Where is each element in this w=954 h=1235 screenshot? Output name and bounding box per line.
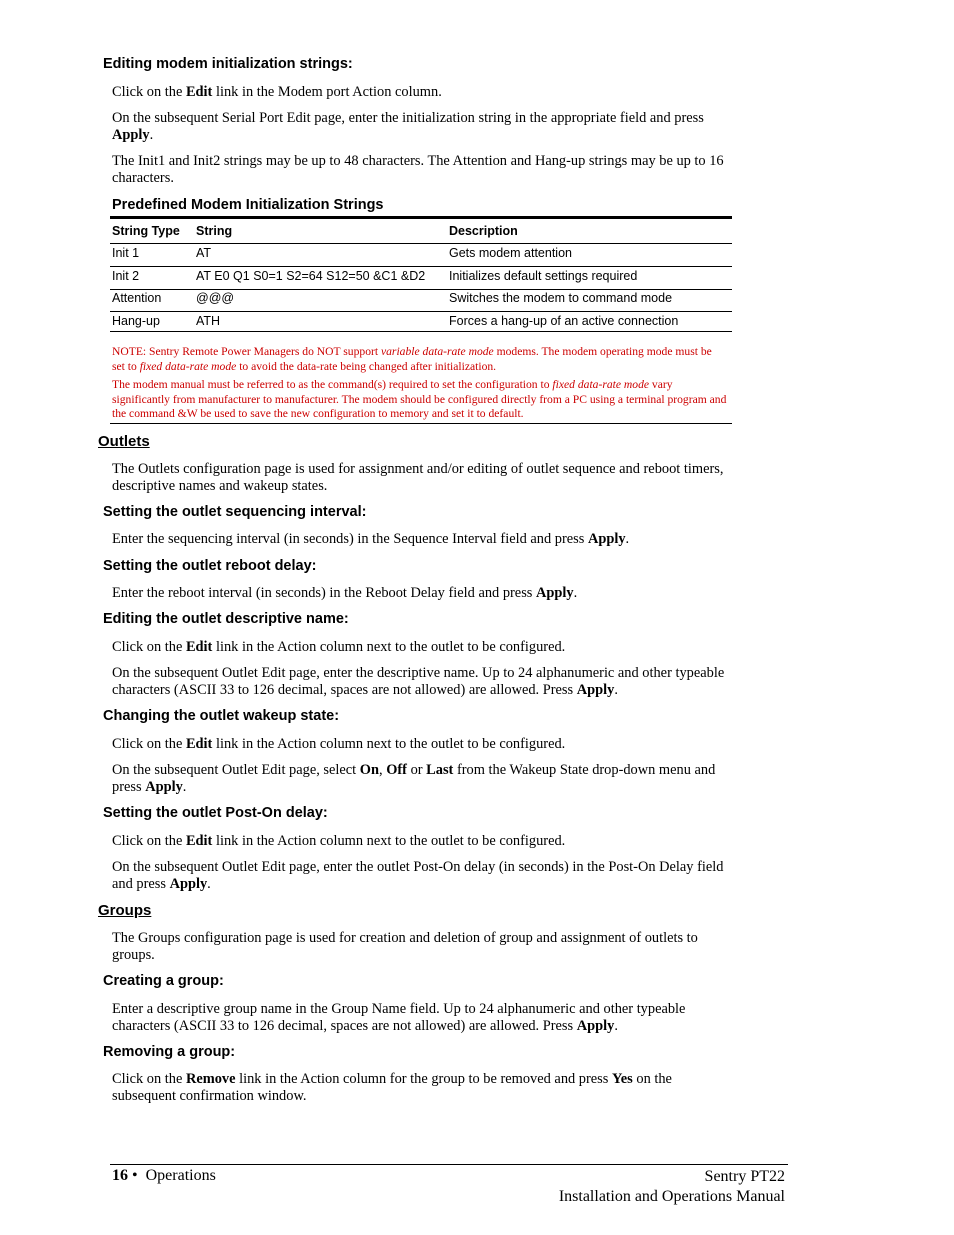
note-text: NOTE: Sentry Remote Power Managers do NOT support variable data-rate mode modems. The modem operating mode must be set to fixed data-rate mode to avoid the data-rate being changed after initialization.	[112, 345, 712, 373]
table-cell: AT E0 Q1 S0=1 S2=64 S12=50 &C1 &D2	[196, 269, 426, 283]
table-cell: Init 1	[112, 246, 140, 260]
paragraph: On the subsequent Outlet Edit page, enter the outlet Post-On delay (in seconds) in the Post-On Delay field and press Apply.	[112, 859, 724, 892]
table-rule	[110, 289, 732, 290]
table-cell: Switches the modem to command mode	[449, 291, 673, 305]
footer-product: Sentry PT22	[704, 1168, 785, 1185]
paragraph: Click on the Edit link in the Action column next to the outlet to be configured.	[112, 833, 566, 849]
table-rule	[110, 266, 732, 267]
table-header-cell: String	[196, 224, 233, 238]
subheading-removing-group: Removing a group:	[103, 1044, 236, 1060]
paragraph: Enter the reboot interval (in seconds) in the Reboot Delay field and press Apply.	[112, 585, 578, 601]
table-rule	[110, 243, 732, 244]
footer-rule	[110, 1164, 788, 1165]
paragraph: Click on the Remove link in the Action column for the group to be removed and press Yes on the subsequent confirmation window.	[112, 1071, 672, 1104]
table-cell: AT	[196, 246, 212, 260]
footer-section: Operations	[145, 1167, 216, 1184]
table-cell: Init 2	[112, 269, 140, 283]
note-bottom-rule	[110, 423, 732, 424]
table-rule	[110, 311, 732, 312]
paragraph: On the subsequent Serial Port Edit page, enter the initialization string in the appropriate field and press Apply.	[112, 110, 704, 143]
table-top-rule	[110, 216, 732, 219]
paragraph: On the subsequent Outlet Edit page, enter the descriptive name. Up to 24 alphanumeric and other typeable characters (ASCII 33 to 126 decimal, spaces are not allowed) are allowed. Press Apply.	[112, 665, 725, 698]
table-title: Predefined Modem Initialization Strings	[112, 197, 384, 213]
table-header-cell: String Type	[112, 224, 180, 238]
footer-manual-title: Installation and Operations Manual	[558, 1188, 785, 1205]
table-cell: Gets modem attention	[449, 246, 572, 260]
table-cell: Hang-up	[112, 314, 160, 328]
subheading-creating-group: Creating a group:	[103, 973, 224, 989]
section-heading-groups: Groups	[98, 902, 152, 919]
section-heading-modem-init: Editing modem initialization strings:	[103, 56, 353, 72]
paragraph: Click on the Edit link in the Action column next to the outlet to be configured.	[112, 736, 566, 752]
table-bottom-rule	[110, 331, 732, 332]
footer-page-info	[112, 1167, 216, 1185]
section-heading-outlets: Outlets	[98, 433, 150, 450]
paragraph: Click on the Edit link in the Modem port Action column.	[112, 84, 442, 100]
table-cell: Forces a hang-up of an active connection	[449, 314, 679, 328]
bullet: •	[132, 1167, 138, 1184]
table-cell: Initializes default settings required	[449, 269, 638, 283]
subheading-wakeup-state: Changing the outlet wakeup state:	[103, 708, 340, 724]
paragraph: Click on the Edit link in the Action column next to the outlet to be configured.	[112, 639, 566, 655]
footer-manual-info	[559, 1167, 785, 1207]
paragraph: Enter a descriptive group name in the Group Name field. Up to 24 alphanumeric and other typeable characters (ASCII 33 to 126 decimal, spaces are not allowed) are allowed. Press Apply.	[112, 1001, 686, 1034]
subheading-reboot-delay: Setting the outlet reboot delay:	[103, 558, 317, 574]
note-text: The modem manual must be referred to as the command(s) required to set the configuration to fixed data-rate mode vary significantly from manufacturer to manufacturer. The modem should be configured directly from a PC using a terminal program and the command &W be used to save the new configuration to memory and set it to default.	[112, 378, 727, 420]
table-header-cell: Description	[449, 224, 518, 238]
subheading-sequencing: Setting the outlet sequencing interval:	[103, 504, 367, 520]
paragraph: The Init1 and Init2 strings may be up to 48 characters. The Attention and Hang-up strings may be up to 16 characters.	[112, 153, 724, 186]
table-cell: Attention	[112, 291, 162, 305]
paragraph: On the subsequent Outlet Edit page, select On, Off or Last from the Wakeup State drop-down menu and press Apply.	[112, 762, 716, 795]
table-cell: @@@	[196, 291, 235, 305]
subheading-post-on-delay: Setting the outlet Post-On delay:	[103, 805, 328, 821]
table-cell: ATH	[196, 314, 221, 328]
paragraph: The Outlets configuration page is used for assignment and/or editing of outlet sequence and reboot timers, descriptive names and wakeup states.	[112, 461, 724, 494]
paragraph: The Groups configuration page is used for creation and deletion of group and assignment of outlets to groups.	[112, 930, 698, 963]
paragraph: Enter the sequencing interval (in seconds) in the Sequence Interval field and press Apply.	[112, 531, 630, 547]
page-number: 16	[112, 1167, 128, 1184]
subheading-descriptive-name: Editing the outlet descriptive name:	[103, 611, 349, 627]
